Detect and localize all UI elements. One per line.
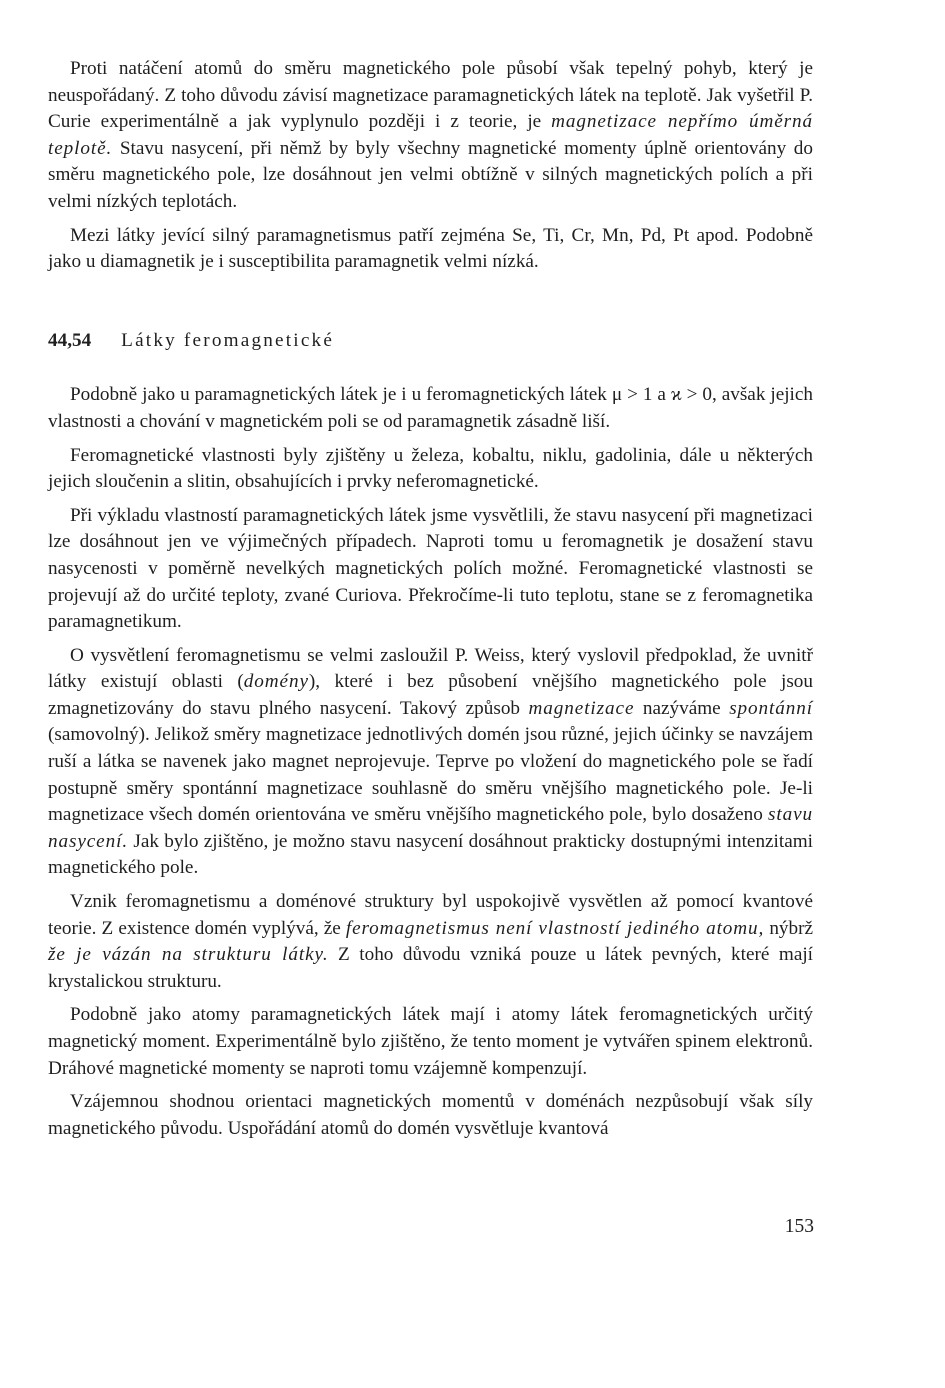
- text-run: Vzájemnou shodnou orientaci magnetických momentů v doménách nezpůsobují však síly magnetického původu. Uspořádání atomů do domén vysvětluje kvantová: [48, 1091, 813, 1139]
- text-run: Mezi látky jevící silný paramagnetismus patří zejména Se, Ti, Cr, Mn, Pd, Pt apod. Podobně jako u diamagnetik je i susceptibilita paramagnetik velmi nízká.: [48, 224, 813, 273]
- emphasized-text: stavu nasycení.: [48, 804, 813, 852]
- emphasized-text: spontánní: [729, 697, 813, 719]
- paragraph: [48, 643, 813, 882]
- text-run: nazýváme: [634, 697, 730, 719]
- text-run: Podobně jako u paramagnetických látek je i u feromagnetických látek μ > 1 a ϰ > 0, avšak jejich vlastnosti a chování v magnetickém poli se od paramagnetik zásadně liší.: [48, 384, 813, 432]
- body-text: [48, 56, 813, 1149]
- text-run: Proti natáčení atomů do směru magnetického pole působí však tepelný pohyb, který je neuspořádaný. Z toho důvodu závisí magnetizace paramagnetických látek na teplotě. Jak vyšetřil P. Curie experimentálně a jak vyplynulo později i z teorie, je: [48, 58, 813, 133]
- section-number: 44,54: [48, 329, 92, 351]
- emphasized-text: že je vázán na strukturu látky.: [48, 944, 329, 966]
- text-run: O vysvětlení feromagnetismu se velmi zasloužil P. Weiss, který vyslovil předpoklad, že uvnitř látky existují oblasti (: [48, 644, 813, 693]
- paragraph: [48, 1089, 813, 1142]
- paragraph: [48, 889, 813, 995]
- text-run: Stavu nasycení, při němž by byly všechny magnetické momenty úplně orientovány do směru magnetického pole, lze dosáhnout jen velmi obtížně v silných magnetických polích a při velmi nízkých teplotách.: [48, 137, 813, 212]
- text-run: Při výkladu vlastností paramagnetických látek jsme vysvětlili, že stavu nasycení při magnetizaci lze dosáhnout jen ve výjimečných případech. Naproti tomu u feromagnetik je dosažení stavu nasycenosti v poměrně nevelkých magnetických polích možné. Feromagnetické vlastnosti se projevují až do určité teploty, zvané Curiova. Překročíme-li tuto teplotu, stane se z feromagnetika paramagnetikum.: [48, 504, 813, 633]
- paragraph: [48, 382, 813, 435]
- text-run: Feromagnetické vlastnosti byly zjištěny u železa, kobaltu, niklu, gadolinia, dále u některých jejich sloučenin a slitin, obsahujících i prvky neferomagnetické.: [48, 444, 813, 493]
- paragraph: [48, 1002, 813, 1082]
- page-number: 153: [784, 1216, 814, 1237]
- paragraph: [48, 223, 813, 276]
- paragraph: [48, 56, 813, 216]
- text-run: Podobně jako atomy paramagnetických látek mají i atomy látek feromagnetických určitý magnetický moment. Experimentálně bylo zjištěno, že tento moment je vytvářen spinem elektronů. Dráhové magnetické momenty se naproti tomu vzájemně kompenzují.: [48, 1004, 813, 1079]
- emphasized-text: magnetizace nepřímo úměrná teplotě.: [48, 111, 814, 159]
- paragraph: [48, 443, 813, 496]
- paragraph: [48, 503, 813, 636]
- emphasized-text: feromagnetismus není vlastností jediného atomu,: [345, 917, 765, 939]
- section-title: Látky feromagnetické: [121, 329, 335, 351]
- intro-paragraphs: [48, 56, 813, 276]
- emphasized-text: magnetizace: [528, 697, 635, 719]
- text-run: ), které i bez působení vnějšího magnetického pole jsou zmagnetizovány do stavu plného nasycení. Takový způsob: [48, 671, 813, 719]
- text-run: Vznik feromagnetismu a doménové struktury byl uspokojivě vysvětlen až pomocí kvantové teorie. Z existence domén vyplývá, že: [48, 891, 813, 939]
- emphasized-text: domény: [243, 671, 309, 693]
- text-run: Z toho důvodu vzniká pouze u látek pevných, které mají krystalickou strukturu.: [48, 944, 814, 992]
- section-heading: [48, 328, 813, 355]
- text-run: Jak bylo zjištěno, je možno stavu nasycení dosáhnout prakticky dostupnými intenzitami magnetického pole.: [48, 830, 813, 879]
- section-paragraphs: [48, 382, 813, 1142]
- text-run: nýbrž: [764, 917, 814, 939]
- text-run: (samovolný). Jelikož směry magnetizace jednotlivých domén jsou různé, jejich účinky se navzájem ruší a látka se navenek jako magnet neprojevuje. Teprve po vložení do magnetického pole se řadí postupně směry spontánní magnetizace souhlasně do směru vnějšího magnetického pole. Je-li magnetizace všech domén orientována ve směru vnějšího magnetického pole, bylo dosaženo: [48, 724, 813, 826]
